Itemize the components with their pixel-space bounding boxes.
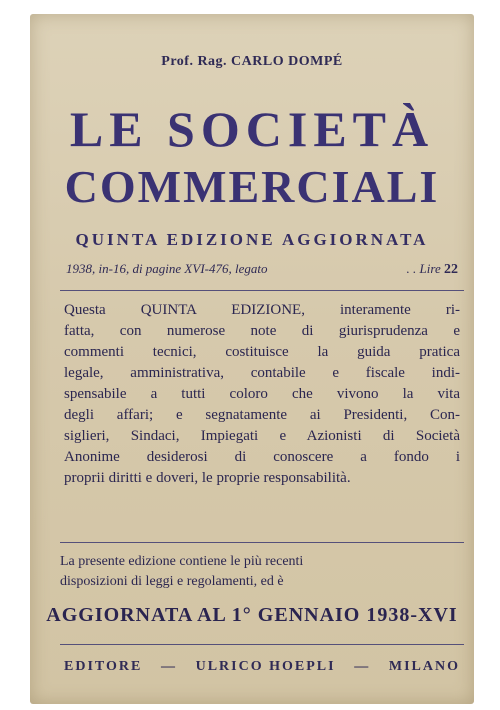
publication-meta <box>66 261 458 278</box>
divider-middle <box>60 542 464 543</box>
book-cover <box>30 14 474 704</box>
title-line-1: LE SOCIETÀ <box>69 101 435 157</box>
edition-note <box>60 552 462 592</box>
publisher-city: MILANO <box>388 659 460 674</box>
description-line: Questa QUINTA EDIZIONE, interamente ri- <box>64 302 460 318</box>
description-line: commenti tecnici, costituisce la guida pratica <box>64 344 460 360</box>
publication-details: 1938, in-16, di pagine XVI-476, legato <box>66 261 268 276</box>
author: Prof. Rag. CARLO DOMPÉ <box>161 54 343 69</box>
title-line-2: COMMERCIALI <box>64 161 440 212</box>
description-line: degli affari; e segnatamente ai Presidenti, Con- <box>64 407 460 423</box>
publisher-line <box>64 659 460 675</box>
description-line: Anonime desiderosi di conoscere a fondo i <box>64 449 460 465</box>
publisher-label: EDITORE <box>64 659 143 674</box>
update-headline: AGGIORNATA AL 1° GENNAIO 1938-XVI <box>46 604 458 626</box>
publisher-name: ULRICO HOEPLI <box>195 659 336 674</box>
description-line: siglieri, Sindaci, Impiegati e Azionisti di Società <box>64 428 460 444</box>
price <box>407 261 458 278</box>
price-value: 22 <box>444 262 458 277</box>
edition-subtitle: QUINTA EDIZIONE AGGIORNATA <box>75 230 429 249</box>
description-line: spensabile a tutti coloro che vivono la vita <box>64 386 460 402</box>
publisher-dash: — <box>354 659 371 674</box>
note-line: La presente edizione contiene le più recenti <box>60 554 304 569</box>
divider-bottom <box>60 644 464 645</box>
publisher-dash: — <box>160 659 177 674</box>
description-line: legale, amministrativa, contabile e fiscale indi- <box>64 365 460 381</box>
price-label: . . Lire <box>406 261 441 276</box>
description <box>64 300 460 489</box>
divider-top <box>60 290 464 291</box>
description-line: proprii diritti e doveri, le proprie responsabilità. <box>64 470 351 486</box>
note-line: disposizioni di leggi e regolamenti, ed è <box>60 574 284 589</box>
description-line: fatta, con numerose note di giurisprudenza e <box>64 323 460 339</box>
